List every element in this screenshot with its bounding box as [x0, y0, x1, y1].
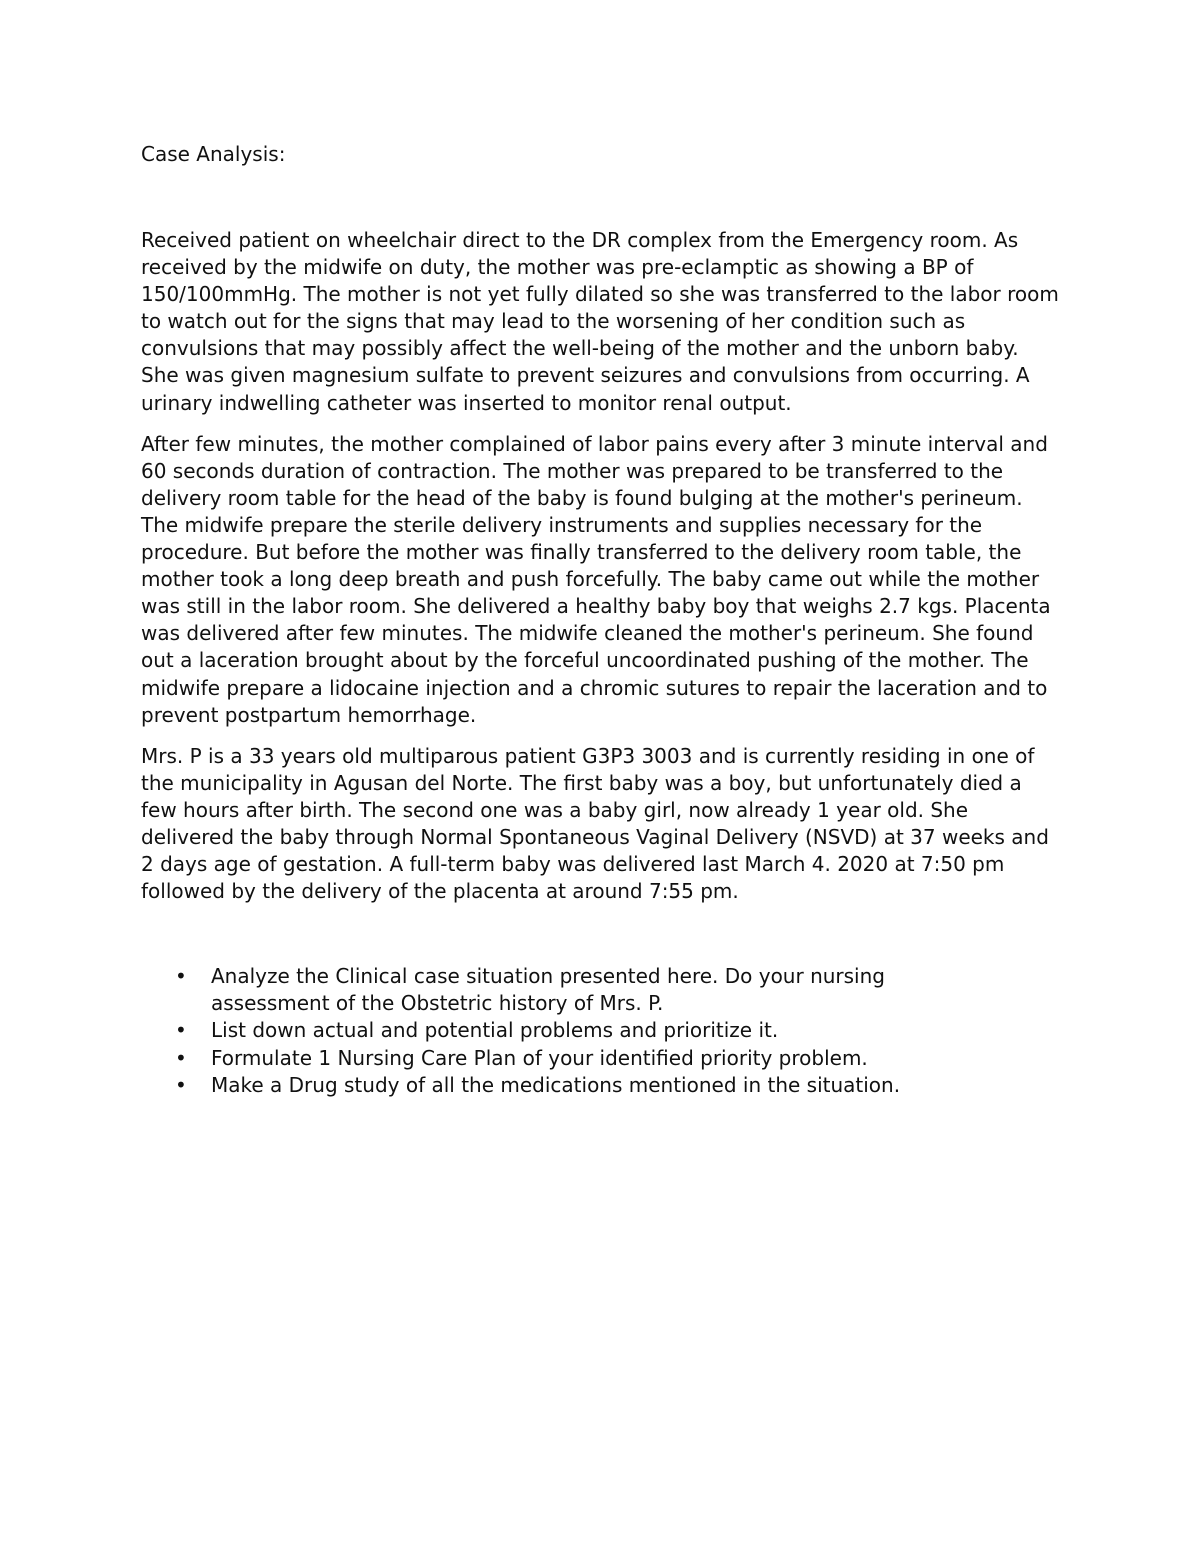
task-list: [141, 963, 961, 1098]
document-body: [141, 141, 1061, 1099]
task-text: Analyze the Clinical case situation presented here. Do your nursing assessment of the Obstetric history of Mrs. P.: [211, 964, 885, 1016]
bullet-icon: •: [175, 1045, 187, 1070]
task-item-3: [141, 1045, 961, 1072]
case-paragraph-1: Received patient on wheelchair direct to the DR complex from the Emergency room. As received by the midwife on duty, the mother was pre-eclamptic as showing a BP of 150/100mmHg. The mother is not yet fully dilated so she was transferred to the labor room to watch out for the signs that may lead to the worsening of her condition such as convulsions that may possibly affect the well-being of the mother and the unborn baby. She was given magnesium sulfate to prevent seizures and convulsions from occurring. A urinary indwelling catheter was inserted to monitor renal output.: [141, 228, 1059, 415]
task-item-1: [141, 963, 961, 1017]
task-text: List down actual and potential problems and prioritize it.: [211, 1018, 779, 1043]
task-item-4: [141, 1072, 961, 1099]
case-paragraph-2: After few minutes, the mother complained of labor pains every after 3 minute interval and 60 seconds duration of contraction. The mother was prepared to be transferred to the delivery room table for the head of the baby is found bulging at the mother's perineum. The midwife prepare the sterile delivery instruments and supplies necessary for the procedure. But before the mother was finally transferred to the delivery room table, the mother took a long deep breath and push forcefully. The baby came out while the mother was still in the labor room. She delivered a healthy baby boy that weighs 2.7 kgs. Placenta was delivered after few minutes. The midwife cleaned the mother's perineum. She found out a laceration brought about by the forceful uncoordinated pushing of the mother. The midwife prepare a lidocaine injection and a chromic sutures to repair the laceration and to prevent postpartum hemorrhage.: [141, 431, 1051, 727]
bullet-icon: •: [175, 1072, 187, 1097]
task-text: Formulate 1 Nursing Care Plan of your identified priority problem.: [211, 1045, 868, 1070]
case-paragraph-3: Mrs. P is a 33 years old multiparous patient G3P3 3003 and is currently residing in one of the municipality in Agusan del Norte. The first baby was a boy, but unfortunately died a few hours after birth. The second one was a baby girl, now already 1 year old. She delivered the baby through Normal Spontaneous Vaginal Delivery (NSVD) at 37 weeks and 2 days age of gestation. A full-term baby was delivered last March 4. 2020 at 7:50 pm followed by the delivery of the placenta at around 7:55 pm.: [141, 743, 1049, 904]
document-heading: Case Analysis:: [141, 142, 286, 166]
task-item-2: [141, 1017, 961, 1044]
bullet-icon: •: [175, 1018, 187, 1043]
bullet-icon: •: [175, 964, 187, 989]
task-text: Make a Drug study of all the medications mentioned in the situation.: [211, 1072, 901, 1097]
